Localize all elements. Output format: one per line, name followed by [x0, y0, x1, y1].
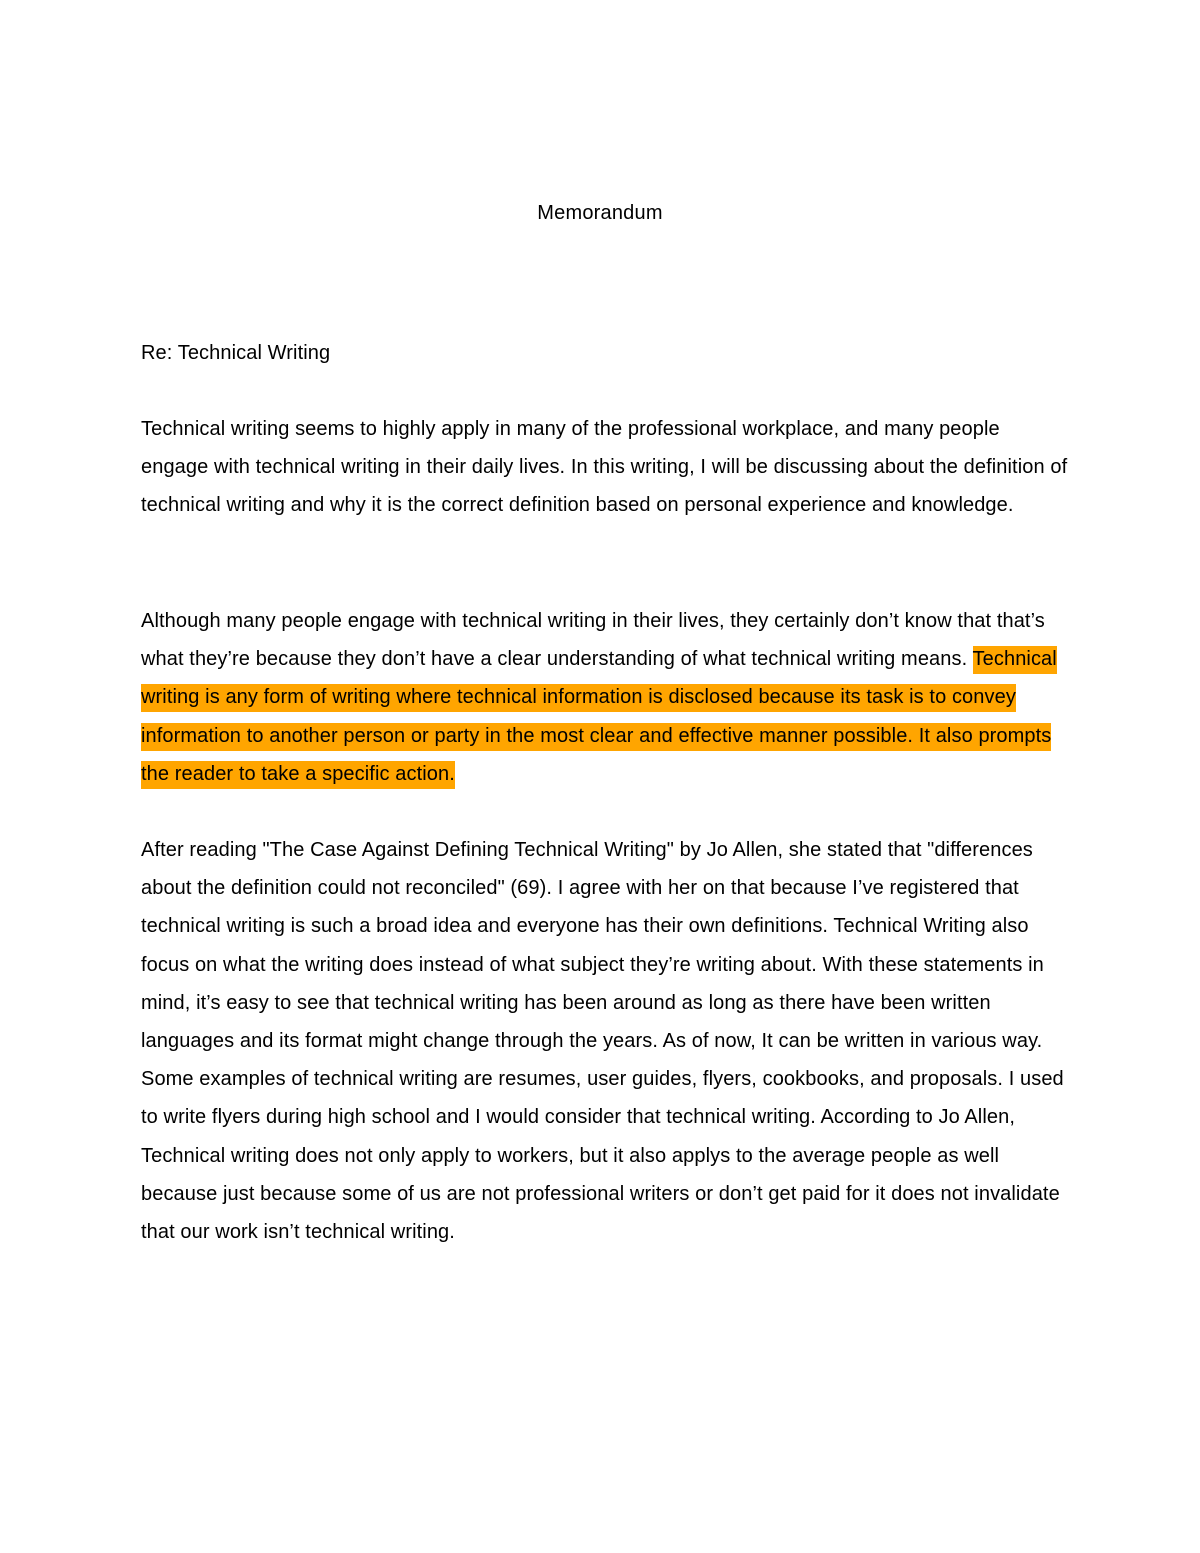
paragraph-definition-intro: Although many people engage with technical writing in their lives, they certainly don’t know that that’s what they’re because they don’t have a clear understanding of what technical writing means.	[141, 610, 1045, 671]
paragraph-intro	[141, 410, 1071, 525]
paragraph-definition	[141, 602, 1071, 793]
paragraph-intro-text: Technical writing seems to highly apply in many of the professional workplace, and many people engage with technical writing in their daily lives. In this writing, I will be discussing about the definition of technical writing and why it is the correct definition based on personal experience and knowledge.	[141, 418, 1068, 517]
paragraph-discussion	[141, 831, 1071, 1251]
highlighted-definition: Technical writing is any form of writing where technical information is disclosed because its task is to convey information to another person or party in the most clear and effective manner possible. It also prompts the reader to take a specific action.	[141, 646, 1057, 789]
subject-line: Re: Technical Writing	[141, 342, 331, 364]
document-title: Memorandum	[537, 202, 663, 224]
paragraph-definition-text	[141, 602, 1071, 793]
paragraph-discussion-text: After reading "The Case Against Defining Technical Writing" by Jo Allen, she stated that "differences about the definition could not reconciled" (69). I agree with her on that because I’ve registered that technical writing is such a broad idea and everyone has their own definitions. Technical Writing also focus on what the writing does instead of what subject they’re writing about. With these statements in mind, it’s easy to see that technical writing has been around as long as there have been written languages and its format might change through the years. As of now, It can be written in various way. Some examples of technical writing are resumes, user guides, flyers, cookbooks, and proposals. I used to write flyers during high school and I would consider that technical writing. According to Jo Allen, Technical writing does not only apply to workers, but it also applys to the average people as well because just because some of us are not professional writers or don’t get paid for it does not invalidate that our work isn’t technical writing.	[141, 839, 1064, 1244]
